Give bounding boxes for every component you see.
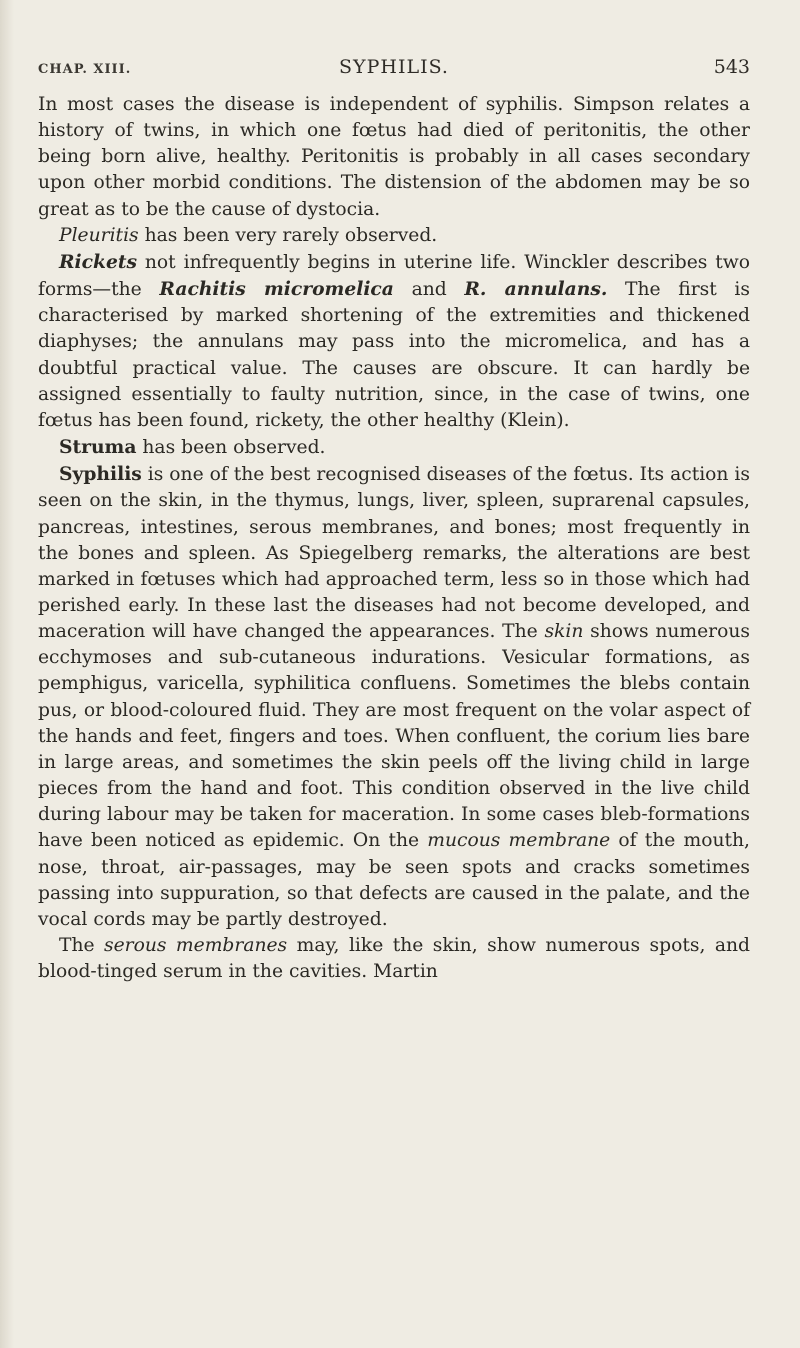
chapter-label: CHAP. XIII. xyxy=(38,62,132,77)
page-edge xyxy=(0,0,14,1348)
paragraph-pleuritis: Pleuritis has been very rarely observed. xyxy=(59,224,438,246)
term-rickets: Rickets xyxy=(59,250,137,273)
term-r-annulans: R. annulans. xyxy=(464,278,608,301)
term-skin: skin xyxy=(544,621,584,643)
page-number: 543 xyxy=(713,56,750,78)
term-rachitis-micromelica: Rachitis micromelica xyxy=(159,278,394,301)
term-struma: Struma xyxy=(59,436,137,459)
term-pleuritis: Pleuritis xyxy=(59,224,139,246)
term-syphilis: Syphilis xyxy=(59,463,142,486)
body-text xyxy=(38,92,750,985)
paragraph-rickets: Rickets not infrequently begins in uterine life. Winckler describes two forms—the Rachitis micromelica and R. annulans. The first is characterised by marked shortening of the extremities and thickened diaphyses; the annulans may pass into the micromelica, and has a doubtful practical value. The causes are obscure. It can hardly be assigned essentially to faulty nutrition, since, in the case of twins, one fœtus has been found, rickety, the other healthy (Klein). xyxy=(38,250,750,431)
term-mucous-membrane: mucous membrane xyxy=(427,830,611,852)
running-header xyxy=(38,56,750,82)
paragraph-peritonitis: In most cases the disease is independent of syphilis. Simpson relates a history of twins, in which one fœtus had died of peritonitis, the other being born alive, healthy. Peritonitis is probably in all cases secondary upon other morbid conditions. The distension of the abdomen may be so great as to be the cause of dystocia. xyxy=(38,94,750,220)
paragraph-struma: Struma has been observed. xyxy=(59,436,326,459)
paragraph-serous-membranes: The serous membranes may, like the skin, show numerous spots, and blood-tinged serum in the cavities. Martin xyxy=(38,935,750,983)
running-title: SYPHILIS. xyxy=(339,56,449,78)
paragraph-syphilis: Syphilis is one of the best recognised diseases of the fœtus. Its action is seen on the skin, in the thymus, lungs, liver, spleen, suprarenal capsules, pancreas, intestines, serous membranes, and bones; most frequently in the bones and spleen. As Spiegelberg remarks, the alterations are best marked in fœtuses which had approached term, less so in those which had perished early. In these last the diseases had not become developed, and maceration will have changed the appearances. The skin shows numerous ecchymoses and sub-cutaneous indurations. Vesicular formations, as pemphigus, varicella, syphilitica confluens. Sometimes the blebs contain pus, or blood-coloured fluid. They are most frequent on the volar aspect of the hands and feet, fingers and toes. When confluent, the corium lies bare in large areas, and sometimes the skin peels off the living child in large pieces from the hand and foot. This condition observed in the live child during labour may be taken for maceration. In some cases bleb-formations have been noticed as epidemic. On the mucous membrane of the mouth, nose, throat, air-passages, may be seen spots and cracks sometimes passing into suppuration, so that defects are caused in the palate, and the vocal cords may be partly destroyed. xyxy=(38,463,750,930)
term-serous-membranes: serous membranes xyxy=(104,935,288,956)
